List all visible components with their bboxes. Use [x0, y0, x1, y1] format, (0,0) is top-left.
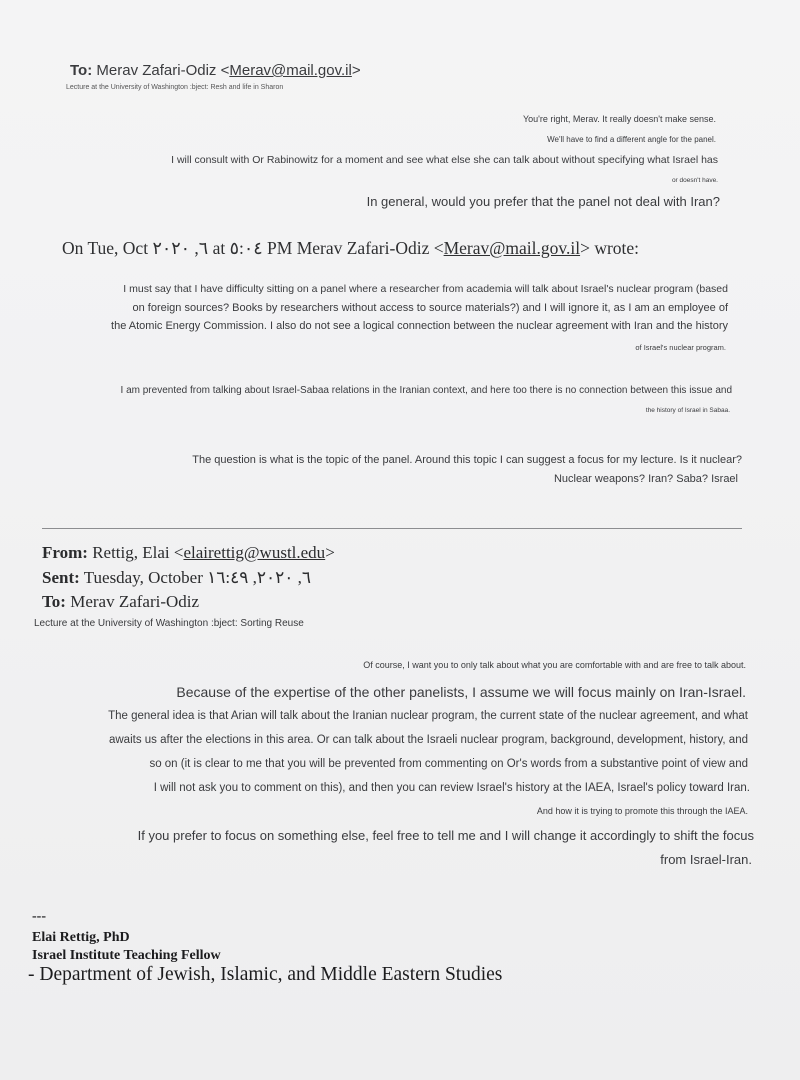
reply-subject: Lecture at the University of Washington :bject: Resh and life in Sharon	[66, 84, 284, 91]
quoted-email: Merav@mail.gov.il	[443, 238, 581, 258]
to-name: Merav Zafari-Odiz	[96, 62, 217, 79]
sent-value: Tuesday, October ٦, ٢٠٢٠, ١٦:٤٩	[83, 568, 312, 587]
from-email: elairettig@wustl.edu	[183, 543, 326, 562]
reply-line: You're right, Merav. It really doesn't make sense.	[522, 114, 716, 124]
original-line: The general idea is that Arian will talk about the Iranian nuclear program, the current state of the nuclear agreement, and what	[108, 710, 748, 722]
quoted-line: The question is what is the topic of the panel. Around this topic I can suggest a focus for my lecture. Is it nuclear?	[192, 454, 742, 466]
divider	[42, 528, 742, 529]
quoted-line: of Israel's nuclear program.	[635, 343, 726, 352]
original-to-name: Merav Zafari-Odiz	[70, 592, 200, 611]
original-line: Because of the expertise of the other panelists, I assume we will focus mainly on Iran-Israel.	[176, 684, 746, 700]
quoted-header: On Tue, Oct ٦, ٢٠٢٠ at ٥:٠٤ PM Merav Zafari-Odiz <Merav@mail.gov.il> wrote:	[62, 238, 640, 258]
original-line: Of course, I want you to only talk about what you are comfortable with and are free to talk about.	[363, 660, 746, 670]
from-label: From:	[42, 543, 88, 562]
quoted-line: Nuclear weapons? Iran? Saba? Israel	[553, 473, 738, 485]
original-subject: Lecture at the University of Washington :bject: Sorting Reuse	[34, 618, 304, 629]
quoted-line: the Atomic Energy Commission. I also do not see a logical connection between the nuclear agreement with Iran and the history	[111, 320, 728, 332]
original-line: If you prefer to focus on something else, feel free to tell me and I will change it accordingly to shift the focus	[137, 828, 754, 843]
from-name: Rettig, Elai	[92, 543, 170, 562]
reply-to-line: To: Merav Zafari-Odiz <Merav@mail.gov.il>	[70, 62, 361, 79]
quoted-line: on foreign sources? Books by researchers without access to source materials?) and I will ignore it, as I am an employee of	[132, 302, 728, 314]
original-line: I will not ask you to comment on this), and then you can review Israel's history at the IAEA, Israel's policy toward Iran.	[153, 782, 750, 794]
signature-title: Israel Institute Teaching Fellow	[32, 948, 221, 963]
sent-label: Sent:	[42, 568, 80, 587]
to-email: Merav@mail.gov.il	[229, 62, 352, 79]
original-line: from Israel-Iran.	[660, 852, 752, 867]
to-label: To:	[70, 62, 93, 79]
original-to-line	[42, 592, 199, 612]
signature-name: Elai Rettig, PhD	[32, 930, 130, 945]
quoted-line: I am prevented from talking about Israel-Sabaa relations in the Iranian context, and here too there is no connection between this issue and	[120, 385, 732, 396]
quoted-line: the history of Israel in Sabaa.	[645, 407, 730, 414]
reply-question: In general, would you prefer that the panel not deal with Iran?	[366, 194, 720, 209]
quoted-line: I must say that I have difficulty sitting on a panel where a researcher from academia will talk about Israel's nuclear program (based	[123, 283, 728, 295]
original-to-label: To:	[42, 592, 66, 611]
signature-dashes: ---	[32, 909, 46, 924]
original-line: so on (it is clear to me that you will be prevented from commenting on Or's words from a substantive point of view and	[149, 758, 748, 770]
original-line: awaits us after the elections in this area. Or can talk about the Israeli nuclear program, background, development, history, and	[108, 734, 748, 746]
sent-line	[42, 568, 311, 588]
original-line: And how it is trying to promote this through the IAEA.	[536, 806, 748, 816]
reply-line: I will consult with Or Rabinowitz for a moment and see what else she can talk about without specifying what Israel has	[171, 154, 718, 166]
reply-line: We'll have to find a different angle for the panel.	[547, 135, 716, 144]
from-line: From: Rettig, Elai <elairettig@wustl.edu>	[42, 543, 335, 562]
signature-department: - Department of Jewish, Islamic, and Middle Eastern Studies	[28, 964, 503, 985]
reply-line: or doesn't have.	[671, 177, 718, 184]
